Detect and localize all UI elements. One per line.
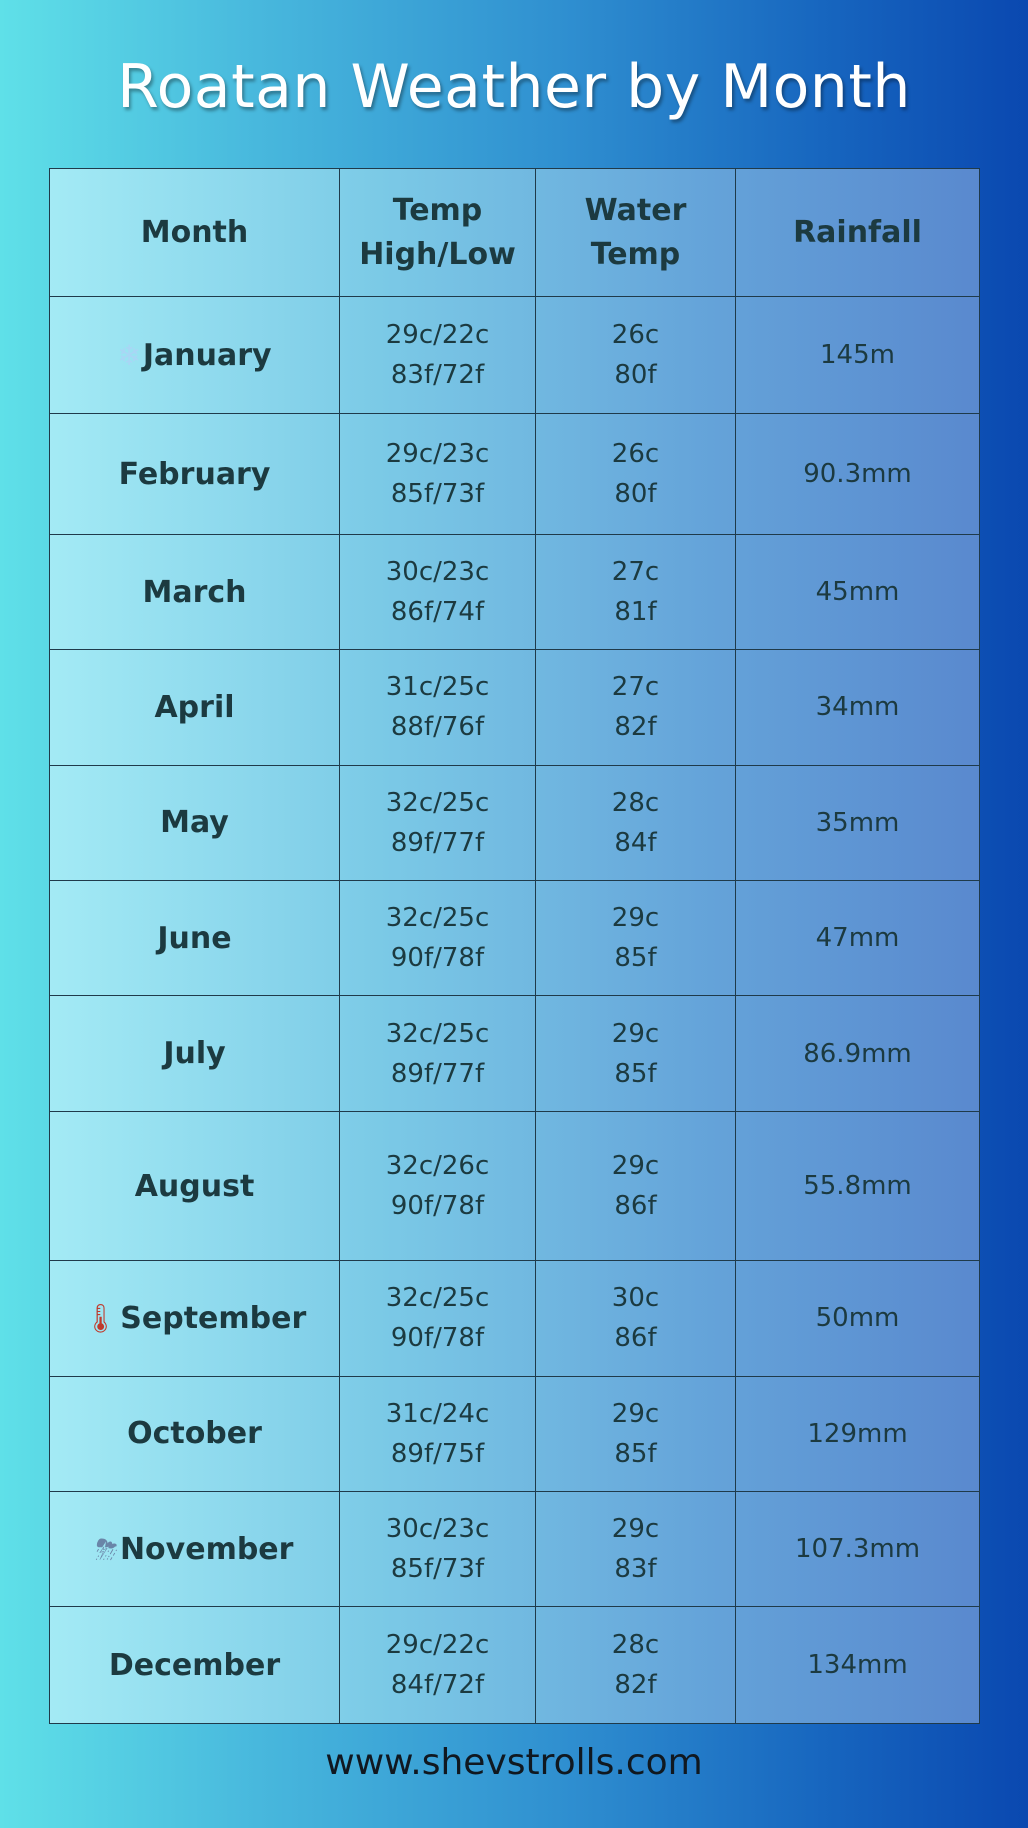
temp-fahrenheit: 88f/76f [390, 712, 485, 743]
water-temp-fahrenheit: 80f [614, 479, 657, 510]
thermometer-icon: 🌡 [82, 1301, 119, 1335]
table-row [50, 1261, 980, 1376]
month-cell [50, 996, 340, 1111]
table-row [50, 297, 980, 414]
water-temp-cell [536, 1376, 736, 1491]
water-temp-celsius: 27c [611, 557, 660, 588]
water-temp-fahrenheit: 85f [614, 943, 657, 974]
month-label: September [120, 1300, 307, 1336]
rainfall-cell [736, 1376, 980, 1491]
temp-celsius: 30c/23c [385, 1514, 490, 1545]
table-row [50, 534, 980, 649]
temp-fahrenheit: 84f/72f [390, 1670, 485, 1701]
month-cell [50, 650, 340, 765]
water-temp-cell [536, 1261, 736, 1376]
table-row [50, 1111, 980, 1261]
header-temp-high-low: Temp High/Low [340, 169, 536, 297]
temp-high-low-cell [340, 297, 536, 414]
temp-celsius: 31c/25c [385, 672, 490, 703]
water-temp-cell [536, 1111, 736, 1261]
water-temp-celsius: 26c [611, 320, 660, 351]
water-temp-fahrenheit: 85f [614, 1438, 657, 1469]
temp-high-low-cell [340, 534, 536, 649]
temp-celsius: 29c/23c [385, 439, 490, 470]
water-temp-fahrenheit: 84f [614, 827, 657, 858]
water-temp-celsius: 28c [611, 787, 660, 818]
temp-high-low-cell [340, 881, 536, 996]
temp-fahrenheit: 90f/78f [390, 1323, 485, 1354]
temp-high-low-cell [340, 1111, 536, 1261]
temp-high-low-cell [340, 765, 536, 880]
temp-celsius: 32c/25c [385, 903, 490, 934]
rainfall-value: 45mm [815, 577, 900, 608]
rainfall-value: 107.3mm [794, 1534, 921, 1565]
month-cell [50, 1376, 340, 1491]
temp-celsius: 32c/26c [385, 1151, 490, 1182]
water-temp-fahrenheit: 82f [614, 712, 657, 743]
month-label: January [142, 337, 272, 373]
rainfall-value: 35mm [815, 807, 900, 838]
water-temp-celsius: 29c [611, 1018, 660, 1049]
water-temp-celsius: 29c [611, 903, 660, 934]
rainfall-cell [736, 1607, 980, 1724]
temp-high-low-cell [340, 1492, 536, 1607]
water-temp-celsius: 29c [611, 1151, 660, 1182]
weather-table [49, 168, 980, 1724]
rainfall-cell [736, 534, 980, 649]
month-label: July [163, 1036, 226, 1072]
temp-high-low-cell [340, 650, 536, 765]
water-temp-celsius: 29c [611, 1398, 660, 1429]
header-water-temp: Water Temp [536, 169, 736, 297]
temp-fahrenheit: 89f/77f [390, 827, 485, 858]
rainfall-value: 86.9mm [803, 1038, 912, 1069]
temp-fahrenheit: 89f/75f [390, 1438, 485, 1469]
month-cell [50, 765, 340, 880]
month-cell [50, 1111, 340, 1261]
rainfall-value: 145m [820, 340, 895, 371]
water-temp-cell [536, 1607, 736, 1724]
snowflake-icon: ❄ [117, 338, 141, 372]
rainfall-cell [736, 1261, 980, 1376]
month-cell [50, 1607, 340, 1724]
water-temp-cell [536, 996, 736, 1111]
month-cell [50, 297, 340, 414]
temp-fahrenheit: 90f/78f [390, 943, 485, 974]
temp-fahrenheit: 90f/78f [390, 1191, 485, 1222]
water-temp-fahrenheit: 81f [614, 597, 657, 628]
table-row [50, 996, 980, 1111]
table-row [50, 650, 980, 765]
month-label: October [127, 1416, 262, 1452]
temp-celsius: 32c/25c [385, 787, 490, 818]
water-temp-cell [536, 297, 736, 414]
rainfall-cell [736, 297, 980, 414]
water-temp-celsius: 28c [611, 1630, 660, 1661]
month-label: March [142, 574, 247, 610]
water-temp-celsius: 27c [611, 672, 660, 703]
temp-fahrenheit: 89f/77f [390, 1058, 485, 1089]
temp-celsius: 32c/25c [385, 1283, 490, 1314]
rainfall-value: 134mm [807, 1650, 908, 1681]
rainfall-cell [736, 881, 980, 996]
month-label: May [160, 805, 229, 841]
water-temp-fahrenheit: 83f [614, 1554, 657, 1585]
storm-cloud-icon: ⛈ [95, 1532, 118, 1566]
month-cell [50, 1492, 340, 1607]
water-temp-cell [536, 1492, 736, 1607]
rainfall-cell [736, 414, 980, 534]
rainfall-value: 50mm [815, 1303, 900, 1334]
month-label: February [118, 456, 271, 492]
rainfall-value: 47mm [815, 923, 900, 954]
rainfall-cell [736, 765, 980, 880]
temp-high-low-cell [340, 1607, 536, 1724]
temp-fahrenheit: 85f/73f [390, 479, 485, 510]
temp-high-low-cell [340, 1376, 536, 1491]
table-row [50, 1607, 980, 1724]
month-label: April [154, 689, 235, 725]
table-row [50, 765, 980, 880]
rainfall-cell [736, 1111, 980, 1261]
rainfall-cell [736, 996, 980, 1111]
water-temp-cell [536, 881, 736, 996]
water-temp-cell [536, 650, 736, 765]
weather-table-container [49, 168, 979, 1724]
water-temp-fahrenheit: 85f [614, 1058, 657, 1089]
temp-celsius: 31c/24c [385, 1398, 490, 1429]
water-temp-fahrenheit: 86f [614, 1191, 657, 1222]
water-temp-celsius: 29c [611, 1514, 660, 1545]
header-month: Month [50, 169, 340, 297]
water-temp-fahrenheit: 86f [614, 1323, 657, 1354]
temp-fahrenheit: 85f/73f [390, 1554, 485, 1585]
temp-high-low-cell [340, 1261, 536, 1376]
website-footer: www.shevstrolls.com [325, 1742, 703, 1783]
temp-celsius: 29c/22c [385, 1630, 490, 1661]
table-row [50, 881, 980, 996]
month-cell [50, 534, 340, 649]
water-temp-fahrenheit: 80f [614, 360, 657, 391]
month-cell [50, 414, 340, 534]
page-title: Roatan Weather by Month [117, 52, 911, 122]
rainfall-value: 34mm [815, 692, 900, 723]
table-row [50, 1492, 980, 1607]
rainfall-value: 90.3mm [803, 459, 912, 490]
water-temp-cell [536, 534, 736, 649]
temp-fahrenheit: 86f/74f [390, 597, 485, 628]
water-temp-celsius: 26c [611, 439, 660, 470]
rainfall-cell [736, 1492, 980, 1607]
water-temp-cell [536, 414, 736, 534]
temp-celsius: 32c/25c [385, 1018, 490, 1049]
rainfall-cell [736, 650, 980, 765]
table-header-row [50, 169, 980, 297]
month-cell [50, 881, 340, 996]
temp-high-low-cell [340, 414, 536, 534]
temp-high-low-cell [340, 996, 536, 1111]
header-rainfall: Rainfall [736, 169, 980, 297]
month-label: November [119, 1531, 294, 1567]
month-cell [50, 1261, 340, 1376]
table-row [50, 1376, 980, 1491]
rainfall-value: 55.8mm [803, 1171, 912, 1202]
temp-fahrenheit: 83f/72f [390, 360, 485, 391]
temp-celsius: 30c/23c [385, 557, 490, 588]
water-temp-fahrenheit: 82f [614, 1670, 657, 1701]
table-row [50, 414, 980, 534]
temp-celsius: 29c/22c [385, 320, 490, 351]
month-label: December [108, 1647, 281, 1683]
water-temp-celsius: 30c [611, 1283, 660, 1314]
month-label: June [157, 920, 232, 956]
rainfall-value: 129mm [807, 1418, 908, 1449]
month-label: August [134, 1168, 255, 1204]
water-temp-cell [536, 765, 736, 880]
